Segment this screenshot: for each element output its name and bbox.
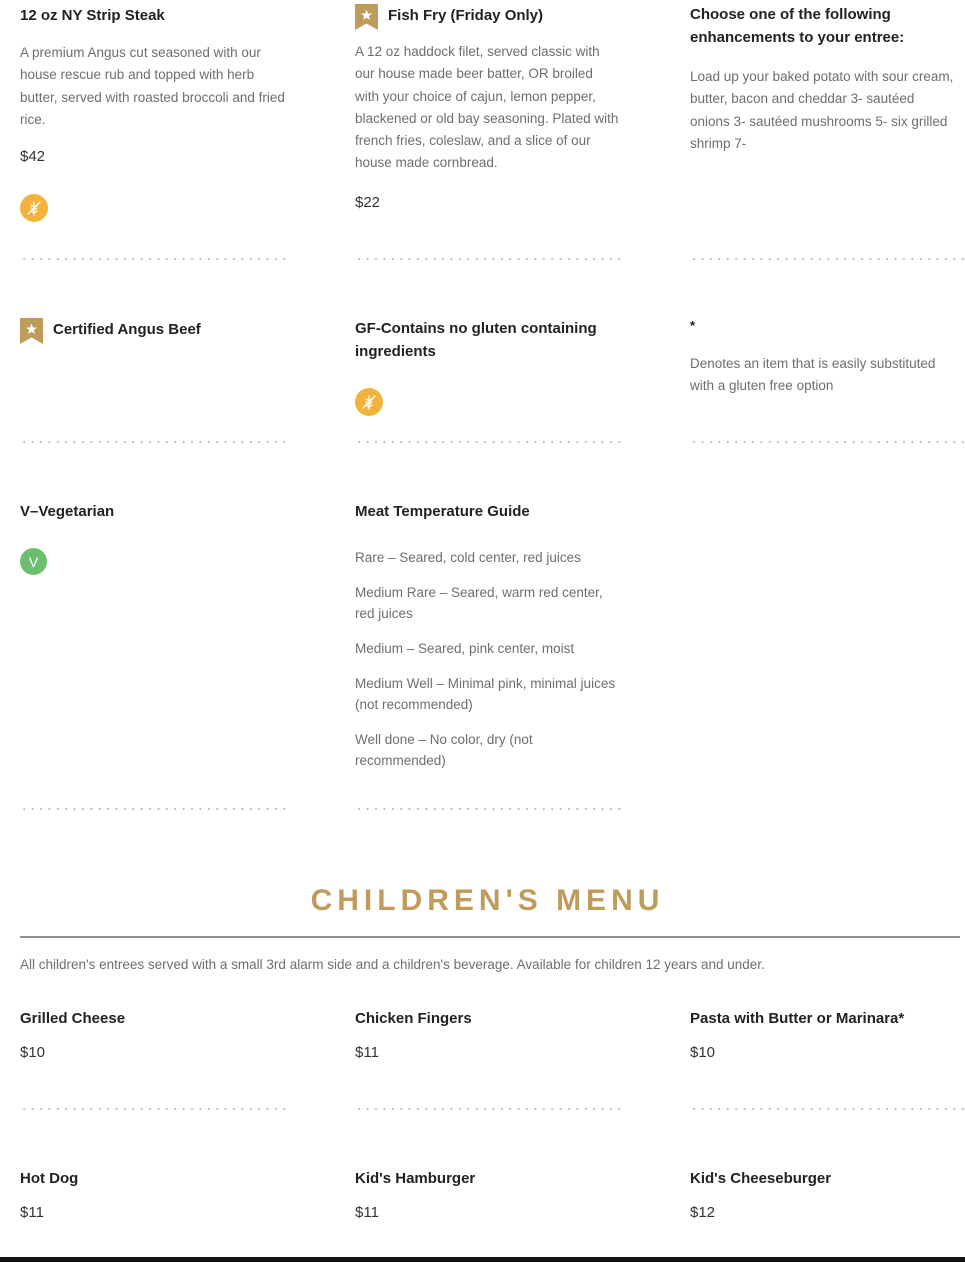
item-description: A premium Angus cut seasoned with our house rescue rub and topped with herb butter, served with roasted broccoli and fried rice. xyxy=(20,45,285,127)
temperature-line: Rare – Seared, cold center, red juices xyxy=(355,550,581,565)
item-title: Fish Fry (Friday Only) xyxy=(388,7,544,24)
legend-star xyxy=(690,314,955,398)
item-price: $10 xyxy=(20,1044,46,1061)
temperature-guide-title: Meat Temperature Guide xyxy=(355,503,530,520)
item-description: A 12 oz haddock filet, served classic with our house made beer batter, OR broiled with your choice of cajun, lemon pepper, blackened or old bay seasoning. Plated with french fries, coleslaw, and a slice of our house made cornbread. xyxy=(355,44,619,171)
child-item xyxy=(355,1007,472,1030)
legend-title: * xyxy=(690,318,696,333)
item-price: $11 xyxy=(20,1204,44,1221)
gluten-free-icon xyxy=(20,194,48,222)
item-title: Kid's Cheeseburger xyxy=(690,1170,832,1187)
angus-ribbon-icon xyxy=(20,318,43,344)
item-title: 12 oz NY Strip Steak xyxy=(20,7,165,24)
vegetarian-icon: V xyxy=(20,548,47,575)
legend-title: Certified Angus Beef xyxy=(53,321,201,338)
item-title: Hot Dog xyxy=(20,1170,79,1187)
child-item xyxy=(20,1007,125,1030)
item-title: Kid's Hamburger xyxy=(355,1170,476,1187)
divider xyxy=(355,258,625,260)
divider xyxy=(20,1108,290,1110)
divider xyxy=(20,808,290,810)
legend-vegetarian xyxy=(20,500,114,523)
section-rule xyxy=(20,936,960,938)
child-item xyxy=(355,1167,475,1190)
temperature-line: Medium Rare – Seared, warm red center, red juices xyxy=(355,585,603,621)
divider xyxy=(355,441,625,443)
item-price: $22 xyxy=(355,194,381,211)
temperature-line: Well done – No color, dry (not recommended) xyxy=(355,732,533,768)
divider xyxy=(690,1108,965,1110)
divider xyxy=(20,258,290,260)
divider xyxy=(690,258,965,260)
legend-description: Denotes an item that is easily substituted with a gluten free option xyxy=(690,356,936,394)
item-price: $11 xyxy=(355,1204,379,1221)
item-price: $10 xyxy=(690,1044,716,1061)
menu-item-strip-steak xyxy=(20,4,290,131)
gluten-free-icon xyxy=(355,388,383,416)
divider xyxy=(20,441,290,443)
child-item xyxy=(690,1007,904,1030)
child-item xyxy=(690,1167,831,1190)
angus-ribbon-icon xyxy=(355,4,378,30)
divider xyxy=(690,441,965,443)
menu-item-fish-fry xyxy=(355,41,620,175)
child-item xyxy=(20,1167,78,1190)
legend-gluten-free xyxy=(355,317,620,363)
item-title: Chicken Fingers xyxy=(355,1010,472,1027)
divider xyxy=(355,1108,625,1110)
item-title: Grilled Cheese xyxy=(20,1010,126,1027)
item-description: Load up your baked potato with sour cream, butter, bacon and cheddar 3- sautéed onions 3- sautéed mushrooms 5- six grilled shrimp 7- xyxy=(690,69,954,151)
item-title: Pasta with Butter or Marinara* xyxy=(690,1010,905,1027)
children-note: All children's entrees served with a small 3rd alarm side and a children's beverage. Available for children 12 years and under. xyxy=(20,957,765,972)
menu-item-enhancements xyxy=(690,4,955,155)
legend-title: V–Vegetarian xyxy=(20,503,115,520)
legend-title: GF-Contains no gluten containing ingredients xyxy=(355,320,597,360)
footer-bar xyxy=(0,1257,965,1262)
item-title: Choose one of the following enhancements to your entree: xyxy=(690,6,905,46)
menu-item-fish-fry-title xyxy=(388,4,543,27)
temperature-guide xyxy=(355,500,625,771)
temperature-line: Medium Well – Minimal pink, minimal juices (not recommended) xyxy=(355,676,616,712)
item-price: $12 xyxy=(690,1204,716,1221)
divider xyxy=(355,808,625,810)
temperature-line: Medium – Seared, pink center, moist xyxy=(355,641,575,656)
item-price: $42 xyxy=(20,148,46,165)
section-title: CHILDREN'S MENU xyxy=(310,884,665,917)
legend-angus xyxy=(53,318,201,341)
item-price: $11 xyxy=(355,1044,379,1061)
